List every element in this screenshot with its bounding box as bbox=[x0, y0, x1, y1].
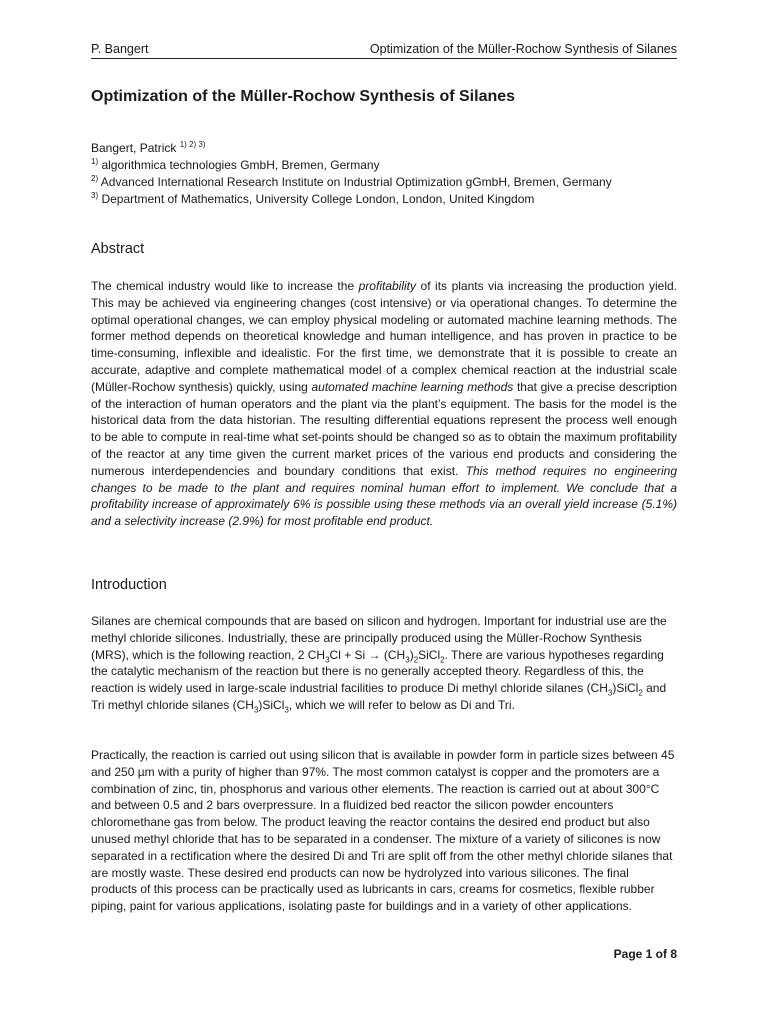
affiliation-2: $^{2)}$ Advanced International Research Institute on Industrial Optimization gGmbH, Bremen, Germany bbox=[91, 174, 612, 189]
intro-paragraph-2: Practically, the reaction is carried out using silicon that is available in powder form in particle sizes between 45 and 250 µm with a purity of higher than 97%. The most common catalyst is copper and the promoters are a combination of zinc, tin, phosphorus and various other elements. The reaction is carried out at about 300°C and between 0.5 and 2 bars overpressure. In a fluidized bed reactor the silicon powder encounters chloromethane gas from below. The product leaving the reactor contains the desired end product but also unused methyl chloride that has to be separated in a condenser. The mixture of a variety of silicones is now separated in a rectification where the desired Di and Tri are split off from the other methyl chloride silanes that are mostly waste. These desired end products can now be hydrolyzed into various silicones. The final products of this process can be practically used as lubricants in cars, creams for cosmetics, flexible rubber piping, paint for various applications, isolating paste for buildings and in a variety of other applications. bbox=[91, 748, 675, 914]
affiliation-1: $^{1)}$ algorithmica technologies GmbH, Bremen, Germany bbox=[91, 157, 380, 172]
abstract-body: The chemical industry would like to increase the profitability of its plants via increasing the production yield. This may be achieved via engineering changes (cost intensive) or via operational changes. To determine the optimal operational changes, we can employ physical modeling or automated machine learning methods. The former method depends on theoretical knowledge and human intelligence, and has proven in practice to be time-consuming, inflexible and idealistic. For the first time, we demonstrate that it is possible to create an accurate, adaptive and complete mathematical model of a complex chemical reaction at the industrial scale (Müller-Rochow synthesis) quickly, using automated machine learning methods that give a precise description of the interaction of human operators and the plant via the plant’s equipment. The basis for the model is the historical data from the data historian. The resulting differential equations represent the process well enough to be able to compute in real-time what set-points should be changed so as to obtain the maximum profitability of the reactor at any time given the current market prices of the various end products and considering the numerous interdependencies and boundary conditions that exist. This method requires no engineering changes to be made to the plant and requires nominal human effort to implement. We conclude that a profitability increase of approximately 6% is possible using these methods via an overall yield increase (5.1%) and a selectivity increase (2.9%) for most profitable end product. bbox=[91, 279, 678, 529]
abstract-heading: Abstract bbox=[91, 241, 145, 257]
page-number: Page 1 of 8 bbox=[613, 947, 677, 961]
introduction-heading: Introduction bbox=[91, 577, 167, 593]
intro-paragraph-1: Silanes are chemical compounds that are based on silicon and hydrogen. Important for industrial use are the methyl chloride silicones. Industrially, these are principally produced using the Müller-Rochow Synthesis (MRS), which is the following reaction, 2 $CH_3Cl + Si$ → $(CH_3)_2SiCl_2$. There are various hypotheses regarding the catalytic mechanism of the reaction but there is no generally accepted theory. Regardless of this, the reaction is widely used in large-scale industrial facilities to produce Di methyl chloride silanes $(CH_3)SiCl_2$ and Tri methyl chloride silanes $(CH_3)SiCl_3$, which we will refer to below as Di and Tri. bbox=[91, 614, 667, 715]
header-title: Optimization of the Müller-Rochow Synthesis of Silanes bbox=[369, 42, 677, 56]
paper-title: Optimization of the Müller-Rochow Synthesis of Silanes bbox=[91, 88, 516, 105]
author-sup: 1) 2) 3) bbox=[179, 140, 206, 149]
author-name: Bangert, Patrick bbox=[91, 141, 177, 155]
running-header bbox=[91, 42, 677, 59]
header-author: P. Bangert bbox=[91, 42, 149, 56]
author-block bbox=[91, 140, 612, 208]
affiliation-3: $^{3)}$ Department of Mathematics, University College London, London, United Kingdom bbox=[91, 191, 535, 206]
author-name-line bbox=[91, 140, 612, 157]
